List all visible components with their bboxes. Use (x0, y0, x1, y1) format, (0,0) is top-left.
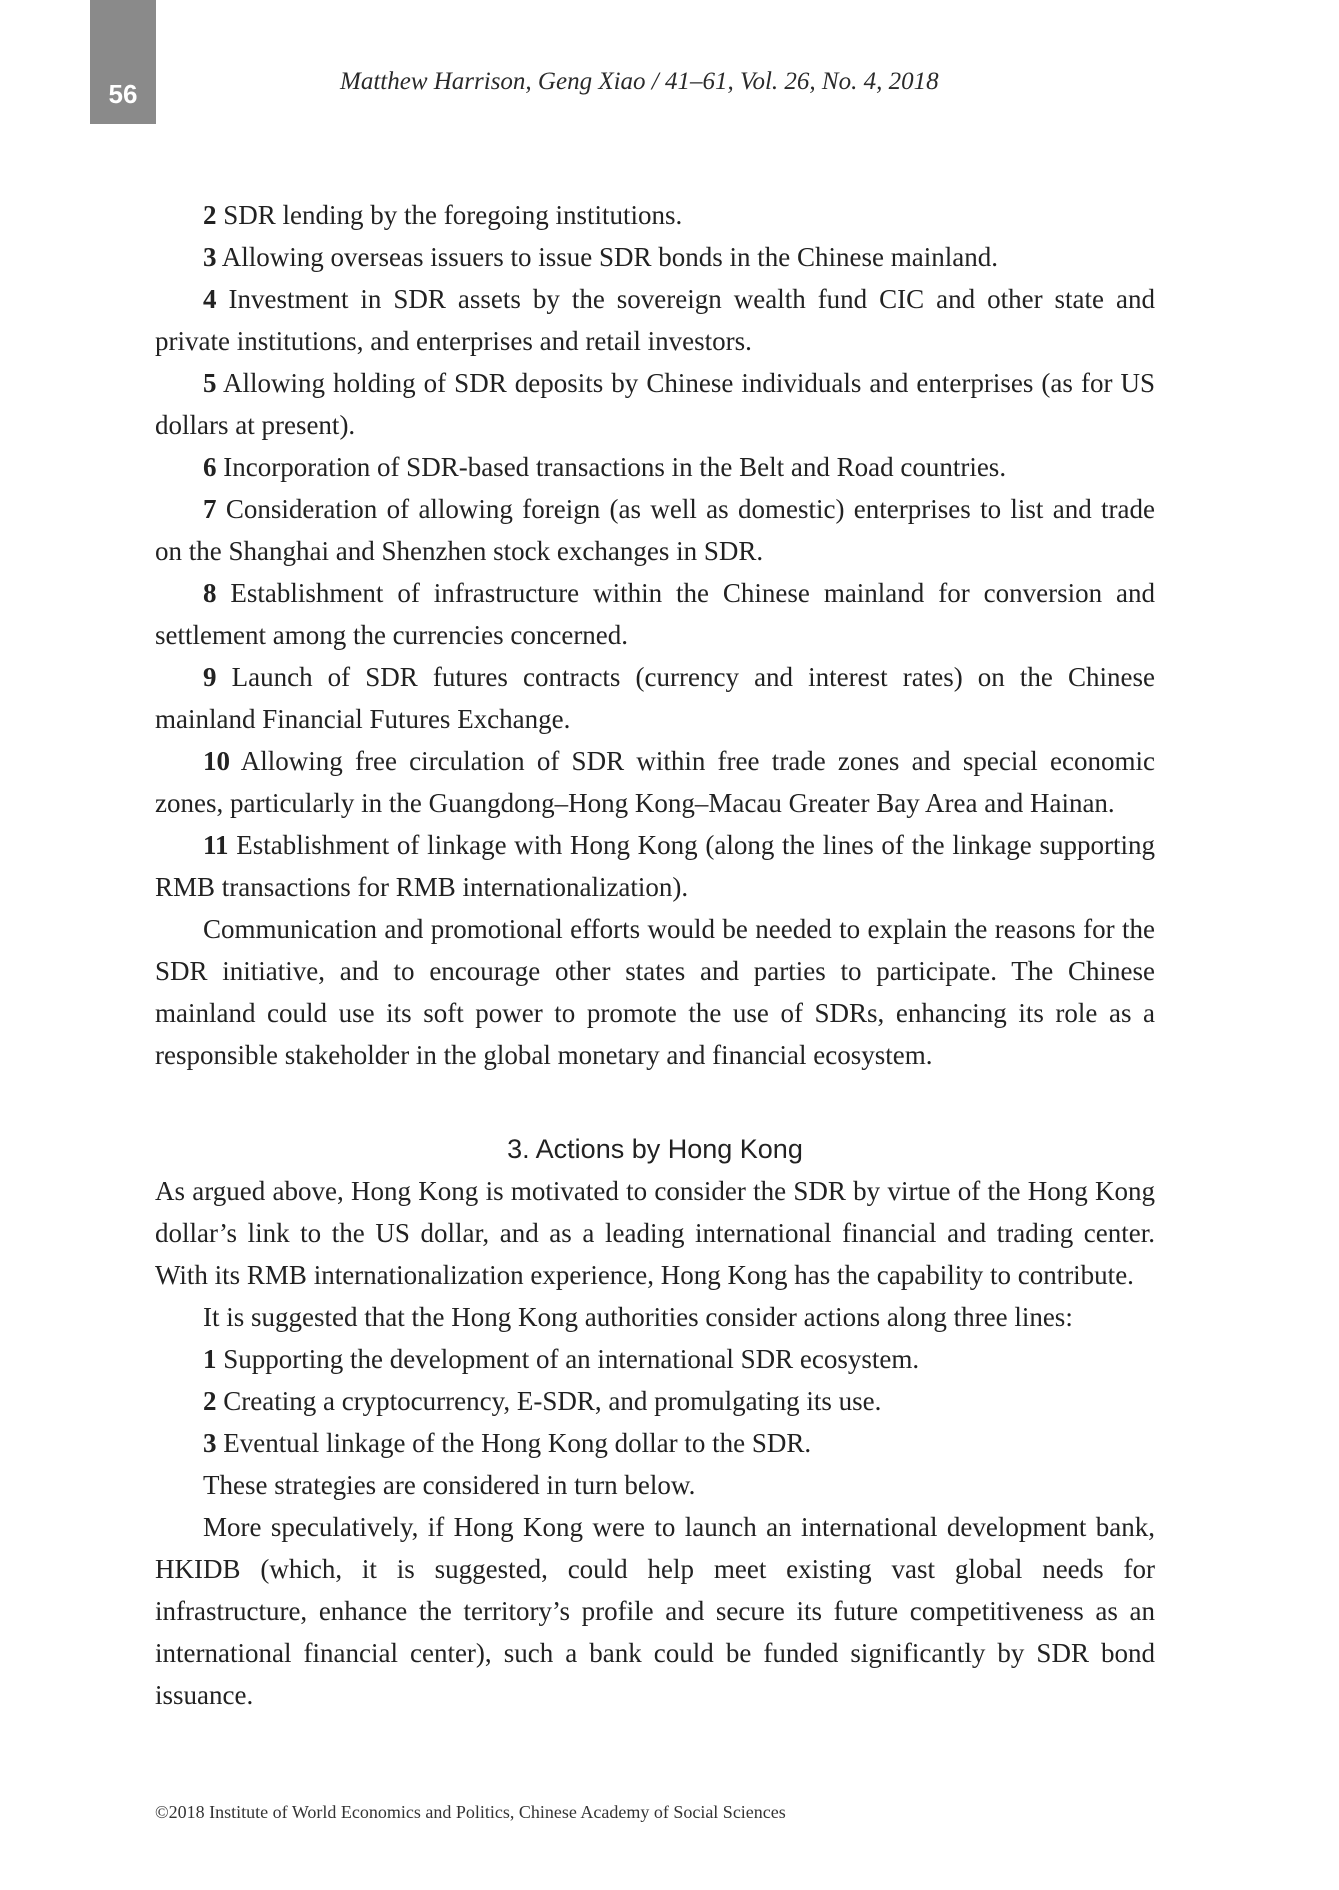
item-text: Establishment of linkage with Hong Kong (along the lines of the linkage supporting RMB transactions for RMB internationalization). (155, 830, 1155, 902)
list-item (155, 362, 1155, 446)
copyright-footer: ©2018 Institute of World Economics and Politics, Chinese Academy of Social Sciences (155, 1802, 786, 1822)
item-number: 3 (203, 242, 217, 272)
item-number: 10 (203, 746, 230, 776)
item-number: 5 (203, 368, 217, 398)
item-text: Investment in SDR assets by the sovereign wealth fund CIC and other state and private institutions, and enterprises and retail investors. (155, 284, 1155, 356)
list-item (155, 1380, 1155, 1422)
item-text: Supporting the development of an international SDR ecosystem. (216, 1344, 920, 1374)
item-text: Launch of SDR futures contracts (currency and interest rates) on the Chinese mainland Financial Futures Exchange. (155, 662, 1155, 734)
list-hong-kong-actions (155, 1338, 1155, 1464)
list-sdr-actions (155, 194, 1155, 908)
list-item (155, 488, 1155, 572)
item-text: Establishment of infrastructure within the Chinese mainland for conversion and settlement among the currencies concerned. (155, 578, 1155, 650)
list-item (155, 236, 1155, 278)
item-number: 2 (203, 200, 217, 230)
list-item (155, 1338, 1155, 1380)
item-number: 7 (203, 494, 217, 524)
main-text (155, 194, 1155, 1716)
page-number-tab (90, 0, 156, 124)
paragraph-suggested: It is suggested that the Hong Kong authorities consider actions along three lines: (203, 1302, 1073, 1332)
list-item (155, 656, 1155, 740)
paragraph-argued: As argued above, Hong Kong is motivated to consider the SDR by virtue of the Hong Kong dollar’s link to the US dollar, and as a leading international financial and trading center. With its RMB internationalization experience, Hong Kong has the capability to contribute. (155, 1176, 1155, 1290)
list-item (155, 194, 1155, 236)
list-item (155, 1422, 1155, 1464)
list-item (155, 740, 1155, 824)
list-item (155, 824, 1155, 908)
item-number: 1 (203, 1344, 217, 1374)
item-number: 8 (203, 578, 217, 608)
item-text: Allowing free circulation of SDR within free trade zones and special economic zones, particularly in the Guangdong–Hong Kong–Macau Greater Bay Area and Hainan. (155, 746, 1155, 818)
running-head: Matthew Harrison, Geng Xiao / 41–61, Vol. 26, No. 4, 2018 (340, 68, 939, 95)
item-text: Incorporation of SDR-based transactions in the Belt and Road countries. (216, 452, 1007, 482)
item-text: Eventual linkage of the Hong Kong dollar to the SDR. (216, 1428, 812, 1458)
section-heading: 3. Actions by Hong Kong (507, 1134, 803, 1164)
item-number: 9 (203, 662, 217, 692)
item-text: Consideration of allowing foreign (as well as domestic) enterprises to list and trade on the Shanghai and Shenzhen stock exchanges in SDR. (155, 494, 1155, 566)
item-text: Allowing overseas issuers to issue SDR bonds in the Chinese mainland. (216, 242, 998, 272)
page-number: 56 (108, 79, 138, 109)
item-number: 4 (203, 284, 217, 314)
list-item (155, 446, 1155, 488)
item-text: Creating a cryptocurrency, E-SDR, and promulgating its use. (216, 1386, 882, 1416)
item-number: 11 (203, 830, 229, 860)
item-text: Allowing holding of SDR deposits by Chinese individuals and enterprises (as for US dollars at present). (155, 368, 1155, 440)
list-item (155, 572, 1155, 656)
paragraph-speculative: More speculatively, if Hong Kong were to launch an international development bank, HKIDB (which, it is suggested, could help meet existing vast global needs for infrastructure, enhance the territory’s profile and secure its future competitiveness as an international financial center), such a bank could be funded significantly by SDR bond issuance. (155, 1512, 1155, 1710)
item-number: 3 (203, 1428, 217, 1458)
item-number: 6 (203, 452, 217, 482)
paragraph-communication: Communication and promotional efforts would be needed to explain the reasons for the SDR initiative, and to encourage other states and parties to participate. The Chinese mainland could use its soft power to promote the use of SDRs, enhancing its role as a responsible stakeholder in the global monetary and financial ecosystem. (155, 914, 1155, 1070)
list-item (155, 278, 1155, 362)
item-text: SDR lending by the foregoing institutions. (216, 200, 683, 230)
paragraph-strategies: These strategies are considered in turn below. (203, 1470, 696, 1500)
item-number: 2 (203, 1386, 217, 1416)
